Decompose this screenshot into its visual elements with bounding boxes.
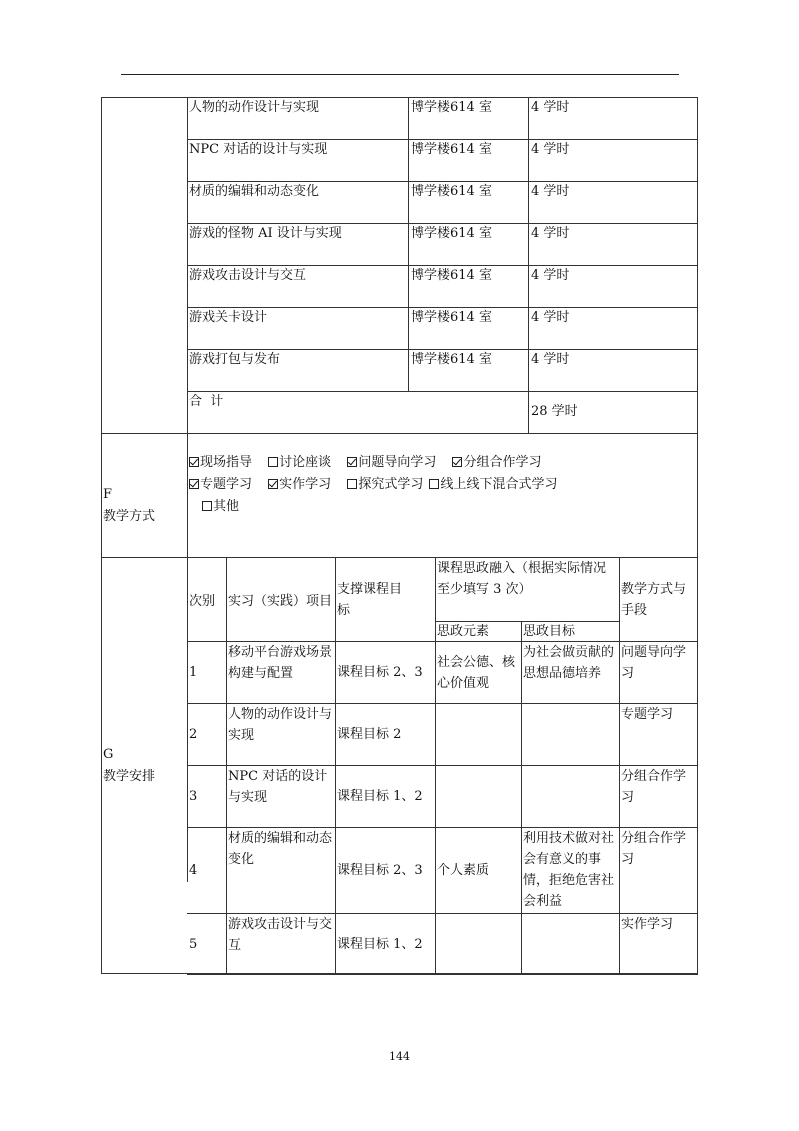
row-index: 4 (189, 863, 198, 878)
row-index: 3 (189, 789, 198, 804)
method-option[interactable]: 探究式学习 (347, 474, 423, 496)
schedule-row-name: 游戏的怪物 AI 设计与实现 (189, 226, 342, 241)
method-option[interactable]: 实作学习 (268, 474, 331, 496)
row-method: 问题导向学习 (621, 645, 687, 681)
checkbox-unchecked-icon[interactable] (268, 457, 278, 467)
schedule-row-place: 博学楼614 室 (411, 100, 492, 115)
header-rule (121, 74, 679, 75)
row-goal: 课程目标 1、2 (337, 789, 423, 804)
schedule-row-hours: 4 学时 (531, 100, 570, 115)
row-index: 1 (189, 665, 198, 680)
row-method: 分组合作学习 (621, 831, 687, 867)
row-project: 移动平台游戏场景构建与配置 (228, 645, 333, 681)
row-goal: 课程目标 2 (337, 727, 402, 742)
row-index: 5 (189, 937, 198, 952)
section-f-top (101, 433, 698, 434)
page-number: 144 (389, 1050, 410, 1063)
row-project: 人物的动作设计与实现 (228, 707, 333, 743)
header-index: 次别 (189, 594, 216, 609)
schedule-row-place: 博学楼614 室 (411, 352, 492, 367)
schedule-row-place: 博学楼614 室 (411, 184, 492, 199)
method-option[interactable]: 其他 (202, 496, 239, 518)
section-g-letter: G (103, 747, 114, 762)
schedule-row-name: 游戏关卡设计 (189, 310, 268, 325)
schedule-row-hours: 4 学时 (531, 226, 570, 241)
row-goal: 课程目标 2、3 (337, 665, 423, 680)
section-g-title: 教学安排 (103, 769, 156, 784)
row-method: 分组合作学习 (621, 769, 687, 805)
row-project: 材质的编辑和动态变化 (228, 831, 333, 867)
checkbox-checked-icon[interactable] (452, 457, 462, 467)
row-project: NPC 对话的设计与实现 (228, 769, 328, 805)
row-goal: 课程目标 2、3 (337, 863, 423, 878)
header-goal: 支撑课程目标 (337, 582, 403, 618)
row-target: 为社会做贡献的思想品德培养 (523, 645, 615, 681)
row-element: 社会公德、核心价值观 (437, 655, 516, 691)
schedule-row-place: 博学楼614 室 (411, 268, 492, 283)
schedule-row-place: 博学楼614 室 (411, 226, 492, 241)
row-goal: 课程目标 1、2 (337, 937, 423, 952)
method-options-row-3 (202, 496, 251, 518)
row-target: 利用技术做对社会有意义的事情，拒绝危害社会利益 (523, 831, 615, 909)
checkbox-unchecked-icon[interactable] (347, 479, 357, 489)
schedule-row-place: 博学楼614 室 (411, 310, 492, 325)
checkbox-checked-icon[interactable] (347, 457, 357, 467)
schedule-row-hours: 4 学时 (531, 268, 570, 283)
row-index: 2 (189, 727, 198, 742)
schedule-row-hours: 4 学时 (531, 142, 570, 157)
section-f-letter: F (103, 487, 113, 502)
method-option[interactable]: 分组合作学习 (452, 452, 541, 474)
schedule-row-place: 博学楼614 室 (411, 142, 492, 157)
schedule-row-name: 人物的动作设计与实现 (189, 100, 320, 115)
method-option[interactable]: 讨论座谈 (268, 452, 331, 474)
checkbox-unchecked-icon[interactable] (429, 479, 439, 489)
header-ideology: 课程思政融入（根据实际情况至少填写 3 次） (437, 561, 607, 597)
checkbox-checked-icon[interactable] (268, 479, 278, 489)
schedule-row-name: 游戏打包与发布 (189, 352, 281, 367)
schedule-row-name: 游戏攻击设计与交互 (189, 268, 307, 283)
schedule-row-name: 材质的编辑和动态变化 (189, 184, 320, 199)
method-options-row-2 (189, 474, 569, 496)
checkbox-unchecked-icon[interactable] (202, 501, 212, 511)
checkbox-checked-icon[interactable] (189, 479, 199, 489)
schedule-row-hours: 4 学时 (531, 184, 570, 199)
total-label: 合 计 (189, 394, 224, 409)
method-option[interactable]: 问题导向学习 (347, 452, 436, 474)
header-project: 实习（实践）项目 (228, 594, 333, 609)
method-option[interactable]: 线上线下混合式学习 (429, 474, 557, 496)
row-method: 专题学习 (621, 707, 674, 722)
header-target: 思政目标 (523, 624, 576, 639)
header-method: 教学方式与手段 (621, 582, 687, 618)
checkbox-checked-icon[interactable] (189, 457, 199, 467)
schedule-row-name: NPC 对话的设计与实现 (189, 142, 328, 157)
row-project: 游戏攻击设计与交互 (228, 917, 333, 953)
method-option[interactable]: 专题学习 (189, 474, 252, 496)
method-option[interactable]: 现场指导 (189, 452, 252, 474)
method-options-row-1 (189, 452, 553, 474)
schedule-row-hours: 4 学时 (531, 310, 570, 325)
total-hours: 28 学时 (531, 404, 578, 419)
row-method: 实作学习 (621, 917, 674, 932)
schedule-row-hours: 4 学时 (531, 352, 570, 367)
section-f-title: 教学方式 (103, 509, 156, 524)
header-element: 思政元素 (437, 624, 490, 639)
schedule-col-divider-1 (408, 97, 409, 391)
row-element: 个人素质 (437, 863, 490, 878)
